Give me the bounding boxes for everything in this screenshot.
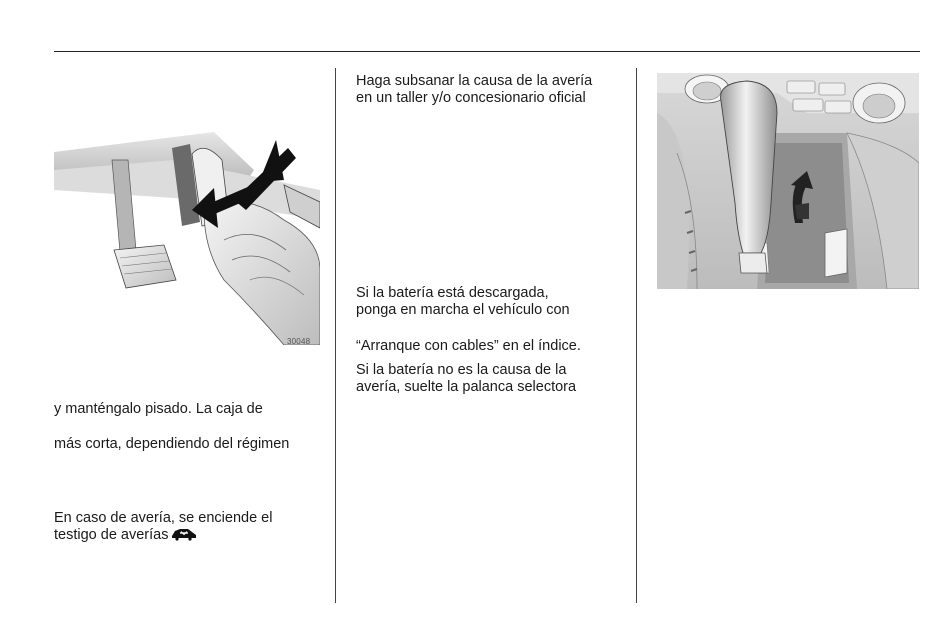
paragraph-line: más corta, dependiendo del régimen: [54, 436, 290, 452]
malfunction-car-wrench-icon: [171, 527, 197, 546]
paragraph-line: y manténgalo pisado. La caja de: [54, 401, 263, 417]
gear-selector-illustration: [657, 73, 919, 289]
figure-code: 30048: [287, 337, 311, 346]
paragraph-line: Si la batería está descargada,: [356, 285, 549, 301]
brake-pedal-illustration: [54, 130, 320, 345]
paragraph-line: Si la batería no es la causa de la: [356, 362, 567, 378]
header-rule: [54, 51, 920, 52]
paragraph-line: ponga en marcha el vehículo con: [356, 302, 570, 318]
paragraph-line: “Arranque con cables” en el índice.: [356, 338, 581, 354]
paragraph-line: Haga subsanar la causa de la avería: [356, 73, 593, 89]
paragraph-line: avería, suelte la palanca selectora: [356, 379, 577, 395]
column-divider-2: [636, 68, 637, 603]
paragraph-line: en un taller y/o concesionario oficial: [356, 90, 586, 106]
paragraph-line: En caso de avería, se enciende el: [54, 510, 273, 526]
gear-selector-figure: [657, 73, 919, 289]
brake-pedal-figure: [54, 130, 320, 345]
paragraph-text: testigo de averías: [54, 527, 169, 543]
paragraph-line: [54, 527, 197, 546]
column-divider-1: [335, 68, 336, 603]
